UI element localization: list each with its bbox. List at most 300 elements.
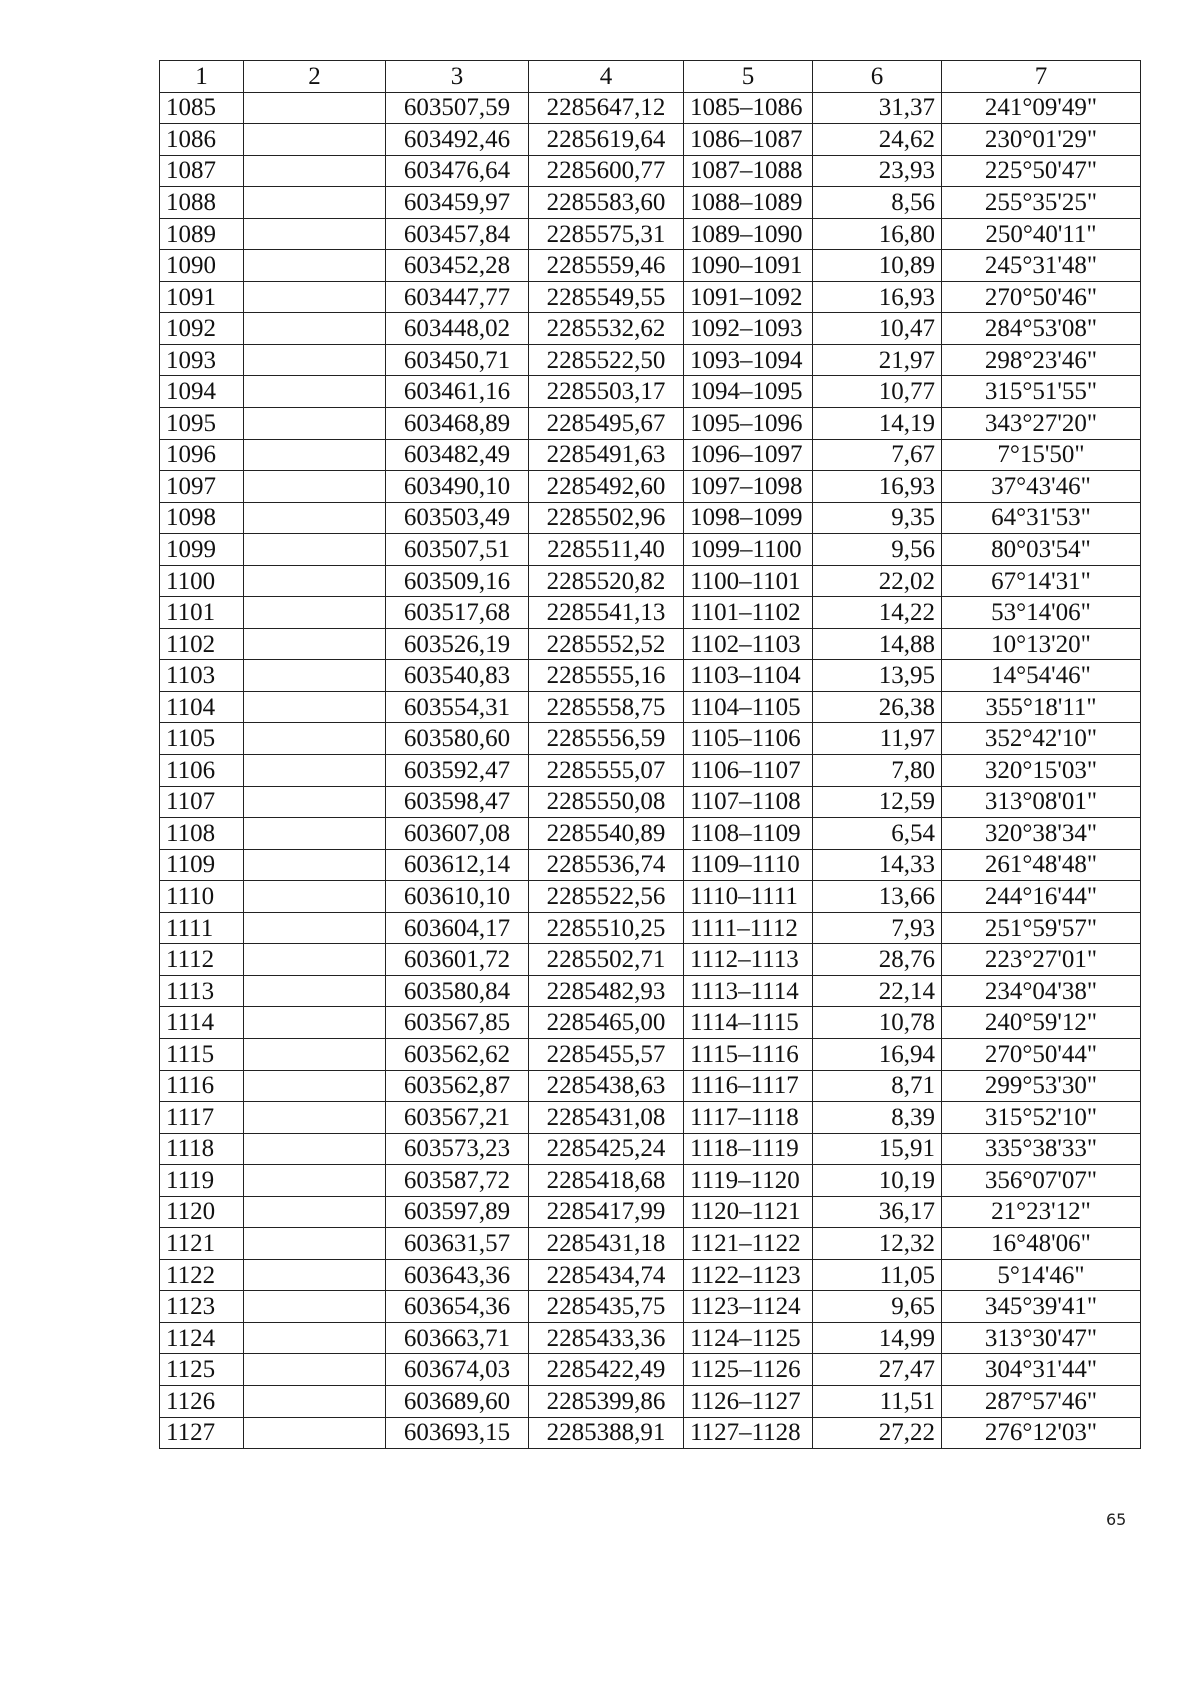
bearing: 251°59'57" [942,912,1141,944]
bearing: 299°53'30" [942,1070,1141,1102]
table-row [160,155,1141,187]
point-number: 1112 [160,944,244,976]
y-coordinate: 2285388,91 [529,1417,684,1449]
table-row [160,187,1141,219]
table-row [160,124,1141,156]
table-row [160,1228,1141,1260]
bearing: 80°03'54" [942,534,1141,566]
column-2-cell [244,912,386,944]
bearing: 315°51'55" [942,376,1141,408]
column-header-6: 6 [813,61,942,93]
column-2-cell [244,187,386,219]
segment: 1119–1120 [684,1165,813,1197]
x-coordinate: 603580,60 [386,723,529,755]
table-row [160,1007,1141,1039]
distance: 9,35 [813,502,942,534]
bearing: 230°01'29" [942,124,1141,156]
point-number: 1095 [160,408,244,440]
point-number: 1094 [160,376,244,408]
column-header-4: 4 [529,61,684,93]
bearing: 345°39'41" [942,1291,1141,1323]
point-number: 1089 [160,218,244,250]
distance: 10,78 [813,1007,942,1039]
distance: 31,37 [813,92,942,124]
x-coordinate: 603447,77 [386,281,529,313]
segment: 1091–1092 [684,281,813,313]
segment: 1112–1113 [684,944,813,976]
point-number: 1099 [160,534,244,566]
point-number: 1091 [160,281,244,313]
distance: 11,51 [813,1385,942,1417]
x-coordinate: 603540,83 [386,660,529,692]
distance: 27,47 [813,1354,942,1386]
bearing: 10°13'20" [942,628,1141,660]
segment: 1113–1114 [684,975,813,1007]
distance: 14,88 [813,628,942,660]
column-2-cell [244,597,386,629]
point-number: 1118 [160,1133,244,1165]
y-coordinate: 2285555,16 [529,660,684,692]
table-row [160,723,1141,755]
table-body [160,92,1141,1449]
segment: 1100–1101 [684,565,813,597]
table-row [160,660,1141,692]
bearing: 313°30'47" [942,1322,1141,1354]
point-number: 1096 [160,439,244,471]
y-coordinate: 2285502,96 [529,502,684,534]
y-coordinate: 2285425,24 [529,1133,684,1165]
column-2-cell [244,471,386,503]
y-coordinate: 2285495,67 [529,408,684,440]
distance: 28,76 [813,944,942,976]
bearing: 270°50'44" [942,1038,1141,1070]
column-2-cell [244,1385,386,1417]
bearing: 241°09'49" [942,92,1141,124]
column-2-cell [244,975,386,1007]
x-coordinate: 603507,51 [386,534,529,566]
x-coordinate: 603459,97 [386,187,529,219]
distance: 9,56 [813,534,942,566]
y-coordinate: 2285438,63 [529,1070,684,1102]
column-2-cell [244,439,386,471]
point-number: 1110 [160,881,244,913]
point-number: 1098 [160,502,244,534]
column-2-cell [244,250,386,282]
bearing: 225°50'47" [942,155,1141,187]
segment: 1117–1118 [684,1102,813,1134]
table-row [160,1038,1141,1070]
distance: 14,33 [813,849,942,881]
table-row [160,250,1141,282]
x-coordinate: 603654,36 [386,1291,529,1323]
table-row [160,1196,1141,1228]
bearing: 320°38'34" [942,818,1141,850]
point-number: 1120 [160,1196,244,1228]
distance: 10,19 [813,1165,942,1197]
x-coordinate: 603598,47 [386,786,529,818]
column-header-3: 3 [386,61,529,93]
table-row [160,1354,1141,1386]
bearing: 315°52'10" [942,1102,1141,1134]
bearing: 261°48'48" [942,849,1141,881]
x-coordinate: 603492,46 [386,124,529,156]
x-coordinate: 603476,64 [386,155,529,187]
column-2-cell [244,1322,386,1354]
bearing: 223°27'01" [942,944,1141,976]
column-2-cell [244,723,386,755]
y-coordinate: 2285540,89 [529,818,684,850]
y-coordinate: 2285417,99 [529,1196,684,1228]
y-coordinate: 2285399,86 [529,1385,684,1417]
column-2-cell [244,1038,386,1070]
bearing: 64°31'53" [942,502,1141,534]
column-2-cell [244,92,386,124]
table-row [160,912,1141,944]
bearing: 240°59'12" [942,1007,1141,1039]
table-row [160,1165,1141,1197]
distance: 22,14 [813,975,942,1007]
distance: 7,93 [813,912,942,944]
x-coordinate: 603562,87 [386,1070,529,1102]
x-coordinate: 603610,10 [386,881,529,913]
bearing: 352°42'10" [942,723,1141,755]
segment: 1089–1090 [684,218,813,250]
bearing: 284°53'08" [942,313,1141,345]
table-row [160,944,1141,976]
column-2-cell [244,534,386,566]
bearing: 304°31'44" [942,1354,1141,1386]
y-coordinate: 2285422,49 [529,1354,684,1386]
x-coordinate: 603674,03 [386,1354,529,1386]
y-coordinate: 2285558,75 [529,691,684,723]
segment: 1108–1109 [684,818,813,850]
distance: 26,38 [813,691,942,723]
x-coordinate: 603607,08 [386,818,529,850]
bearing: 270°50'46" [942,281,1141,313]
segment: 1124–1125 [684,1322,813,1354]
distance: 23,93 [813,155,942,187]
column-2-cell [244,565,386,597]
segment: 1090–1091 [684,250,813,282]
y-coordinate: 2285431,08 [529,1102,684,1134]
x-coordinate: 603587,72 [386,1165,529,1197]
column-2-cell [244,786,386,818]
column-header-1: 1 [160,61,244,93]
distance: 15,91 [813,1133,942,1165]
point-number: 1122 [160,1259,244,1291]
x-coordinate: 603452,28 [386,250,529,282]
x-coordinate: 603503,49 [386,502,529,534]
distance: 22,02 [813,565,942,597]
column-2-cell [244,755,386,787]
bearing: 298°23'46" [942,344,1141,376]
point-number: 1106 [160,755,244,787]
x-coordinate: 603517,68 [386,597,529,629]
bearing: 356°07'07" [942,1165,1141,1197]
segment: 1092–1093 [684,313,813,345]
x-coordinate: 603509,16 [386,565,529,597]
column-2-cell [244,1133,386,1165]
point-number: 1125 [160,1354,244,1386]
distance: 24,62 [813,124,942,156]
x-coordinate: 603562,62 [386,1038,529,1070]
distance: 14,99 [813,1322,942,1354]
point-number: 1124 [160,1322,244,1354]
y-coordinate: 2285550,08 [529,786,684,818]
x-coordinate: 603597,89 [386,1196,529,1228]
segment: 1116–1117 [684,1070,813,1102]
x-coordinate: 603689,60 [386,1385,529,1417]
point-number: 1086 [160,124,244,156]
segment: 1102–1103 [684,628,813,660]
table-row [160,628,1141,660]
coordinates-table [159,60,1141,1449]
segment: 1126–1127 [684,1385,813,1417]
table-row [160,881,1141,913]
bearing: 276°12'03" [942,1417,1141,1449]
column-2-cell [244,849,386,881]
column-2-cell [244,628,386,660]
table-row [160,565,1141,597]
table-row [160,1259,1141,1291]
distance: 13,95 [813,660,942,692]
table-row [160,1070,1141,1102]
column-2-cell [244,660,386,692]
distance: 10,47 [813,313,942,345]
segment: 1107–1108 [684,786,813,818]
x-coordinate: 603526,19 [386,628,529,660]
distance: 11,97 [813,723,942,755]
segment: 1095–1096 [684,408,813,440]
point-number: 1088 [160,187,244,219]
segment: 1087–1088 [684,155,813,187]
distance: 9,65 [813,1291,942,1323]
point-number: 1113 [160,975,244,1007]
segment: 1122–1123 [684,1259,813,1291]
x-coordinate: 603612,14 [386,849,529,881]
column-2-cell [244,344,386,376]
table-row [160,1385,1141,1417]
column-header-5: 5 [684,61,813,93]
column-2-cell [244,881,386,913]
distance: 12,59 [813,786,942,818]
y-coordinate: 2285465,00 [529,1007,684,1039]
distance: 10,77 [813,376,942,408]
column-2-cell [244,1291,386,1323]
distance: 11,05 [813,1259,942,1291]
y-coordinate: 2285541,13 [529,597,684,629]
column-2-cell [244,818,386,850]
y-coordinate: 2285511,40 [529,534,684,566]
point-number: 1111 [160,912,244,944]
y-coordinate: 2285492,60 [529,471,684,503]
segment: 1097–1098 [684,471,813,503]
x-coordinate: 603604,17 [386,912,529,944]
segment: 1120–1121 [684,1196,813,1228]
distance: 6,54 [813,818,942,850]
x-coordinate: 603601,72 [386,944,529,976]
column-2-cell [244,155,386,187]
column-2-cell [244,1102,386,1134]
y-coordinate: 2285418,68 [529,1165,684,1197]
segment: 1125–1126 [684,1354,813,1386]
bearing: 355°18'11" [942,691,1141,723]
y-coordinate: 2285502,71 [529,944,684,976]
segment: 1121–1122 [684,1228,813,1260]
point-number: 1117 [160,1102,244,1134]
table-row [160,818,1141,850]
x-coordinate: 603482,49 [386,439,529,471]
point-number: 1090 [160,250,244,282]
y-coordinate: 2285503,17 [529,376,684,408]
table-row [160,439,1141,471]
column-2-cell [244,1196,386,1228]
column-2-cell [244,502,386,534]
x-coordinate: 603663,71 [386,1322,529,1354]
y-coordinate: 2285532,62 [529,313,684,345]
segment: 1099–1100 [684,534,813,566]
distance: 13,66 [813,881,942,913]
header-row [160,61,1141,93]
table-row [160,1322,1141,1354]
segment: 1096–1097 [684,439,813,471]
x-coordinate: 603450,71 [386,344,529,376]
point-number: 1108 [160,818,244,850]
table-row [160,849,1141,881]
column-header-2: 2 [244,61,386,93]
segment: 1104–1105 [684,691,813,723]
bearing: 320°15'03" [942,755,1141,787]
table-row [160,502,1141,534]
segment: 1101–1102 [684,597,813,629]
segment: 1085–1086 [684,92,813,124]
y-coordinate: 2285482,93 [529,975,684,1007]
distance: 21,97 [813,344,942,376]
x-coordinate: 603490,10 [386,471,529,503]
point-number: 1104 [160,691,244,723]
table-row [160,597,1141,629]
point-number: 1102 [160,628,244,660]
segment: 1111–1112 [684,912,813,944]
point-number: 1127 [160,1417,244,1449]
point-number: 1093 [160,344,244,376]
point-number: 1097 [160,471,244,503]
x-coordinate: 603631,57 [386,1228,529,1260]
y-coordinate: 2285619,64 [529,124,684,156]
distance: 12,32 [813,1228,942,1260]
table-row [160,92,1141,124]
bearing: 37°43'46" [942,471,1141,503]
point-number: 1126 [160,1385,244,1417]
column-header-7: 7 [942,61,1141,93]
y-coordinate: 2285435,75 [529,1291,684,1323]
column-2-cell [244,1228,386,1260]
column-2-cell [244,218,386,250]
segment: 1088–1089 [684,187,813,219]
segment: 1098–1099 [684,502,813,534]
distance: 8,71 [813,1070,942,1102]
distance: 14,22 [813,597,942,629]
page-number: 65 [1106,1510,1127,1529]
distance: 27,22 [813,1417,942,1449]
y-coordinate: 2285431,18 [529,1228,684,1260]
bearing: 53°14'06" [942,597,1141,629]
point-number: 1109 [160,849,244,881]
distance: 8,39 [813,1102,942,1134]
distance: 16,80 [813,218,942,250]
distance: 7,67 [813,439,942,471]
point-number: 1123 [160,1291,244,1323]
point-number: 1092 [160,313,244,345]
bearing: 313°08'01" [942,786,1141,818]
segment: 1123–1124 [684,1291,813,1323]
segment: 1106–1107 [684,755,813,787]
segment: 1086–1087 [684,124,813,156]
distance: 8,56 [813,187,942,219]
y-coordinate: 2285522,56 [529,881,684,913]
column-2-cell [244,1417,386,1449]
bearing: 14°54'46" [942,660,1141,692]
table-row [160,313,1141,345]
column-2-cell [244,1070,386,1102]
segment: 1094–1095 [684,376,813,408]
column-2-cell [244,313,386,345]
bearing: 7°15'50" [942,439,1141,471]
column-2-cell [244,124,386,156]
y-coordinate: 2285510,25 [529,912,684,944]
x-coordinate: 603573,23 [386,1133,529,1165]
table-row [160,691,1141,723]
distance: 7,80 [813,755,942,787]
table-row [160,408,1141,440]
x-coordinate: 603461,16 [386,376,529,408]
bearing: 343°27'20" [942,408,1141,440]
distance: 16,94 [813,1038,942,1070]
y-coordinate: 2285520,82 [529,565,684,597]
y-coordinate: 2285455,57 [529,1038,684,1070]
y-coordinate: 2285583,60 [529,187,684,219]
table-row [160,471,1141,503]
x-coordinate: 603592,47 [386,755,529,787]
segment: 1110–1111 [684,881,813,913]
y-coordinate: 2285555,07 [529,755,684,787]
bearing: 255°35'25" [942,187,1141,219]
segment: 1127–1128 [684,1417,813,1449]
column-2-cell [244,1354,386,1386]
bearing: 67°14'31" [942,565,1141,597]
y-coordinate: 2285575,31 [529,218,684,250]
segment: 1115–1116 [684,1038,813,1070]
column-2-cell [244,944,386,976]
x-coordinate: 603457,84 [386,218,529,250]
y-coordinate: 2285549,55 [529,281,684,313]
segment: 1114–1115 [684,1007,813,1039]
bearing: 335°38'33" [942,1133,1141,1165]
y-coordinate: 2285552,52 [529,628,684,660]
point-number: 1107 [160,786,244,818]
table-row [160,281,1141,313]
point-number: 1114 [160,1007,244,1039]
x-coordinate: 603468,89 [386,408,529,440]
x-coordinate: 603580,84 [386,975,529,1007]
table-row [160,534,1141,566]
point-number: 1087 [160,155,244,187]
table-row [160,218,1141,250]
table-row [160,1133,1141,1165]
bearing: 234°04'38" [942,975,1141,1007]
bearing: 16°48'06" [942,1228,1141,1260]
table-row [160,1417,1141,1449]
